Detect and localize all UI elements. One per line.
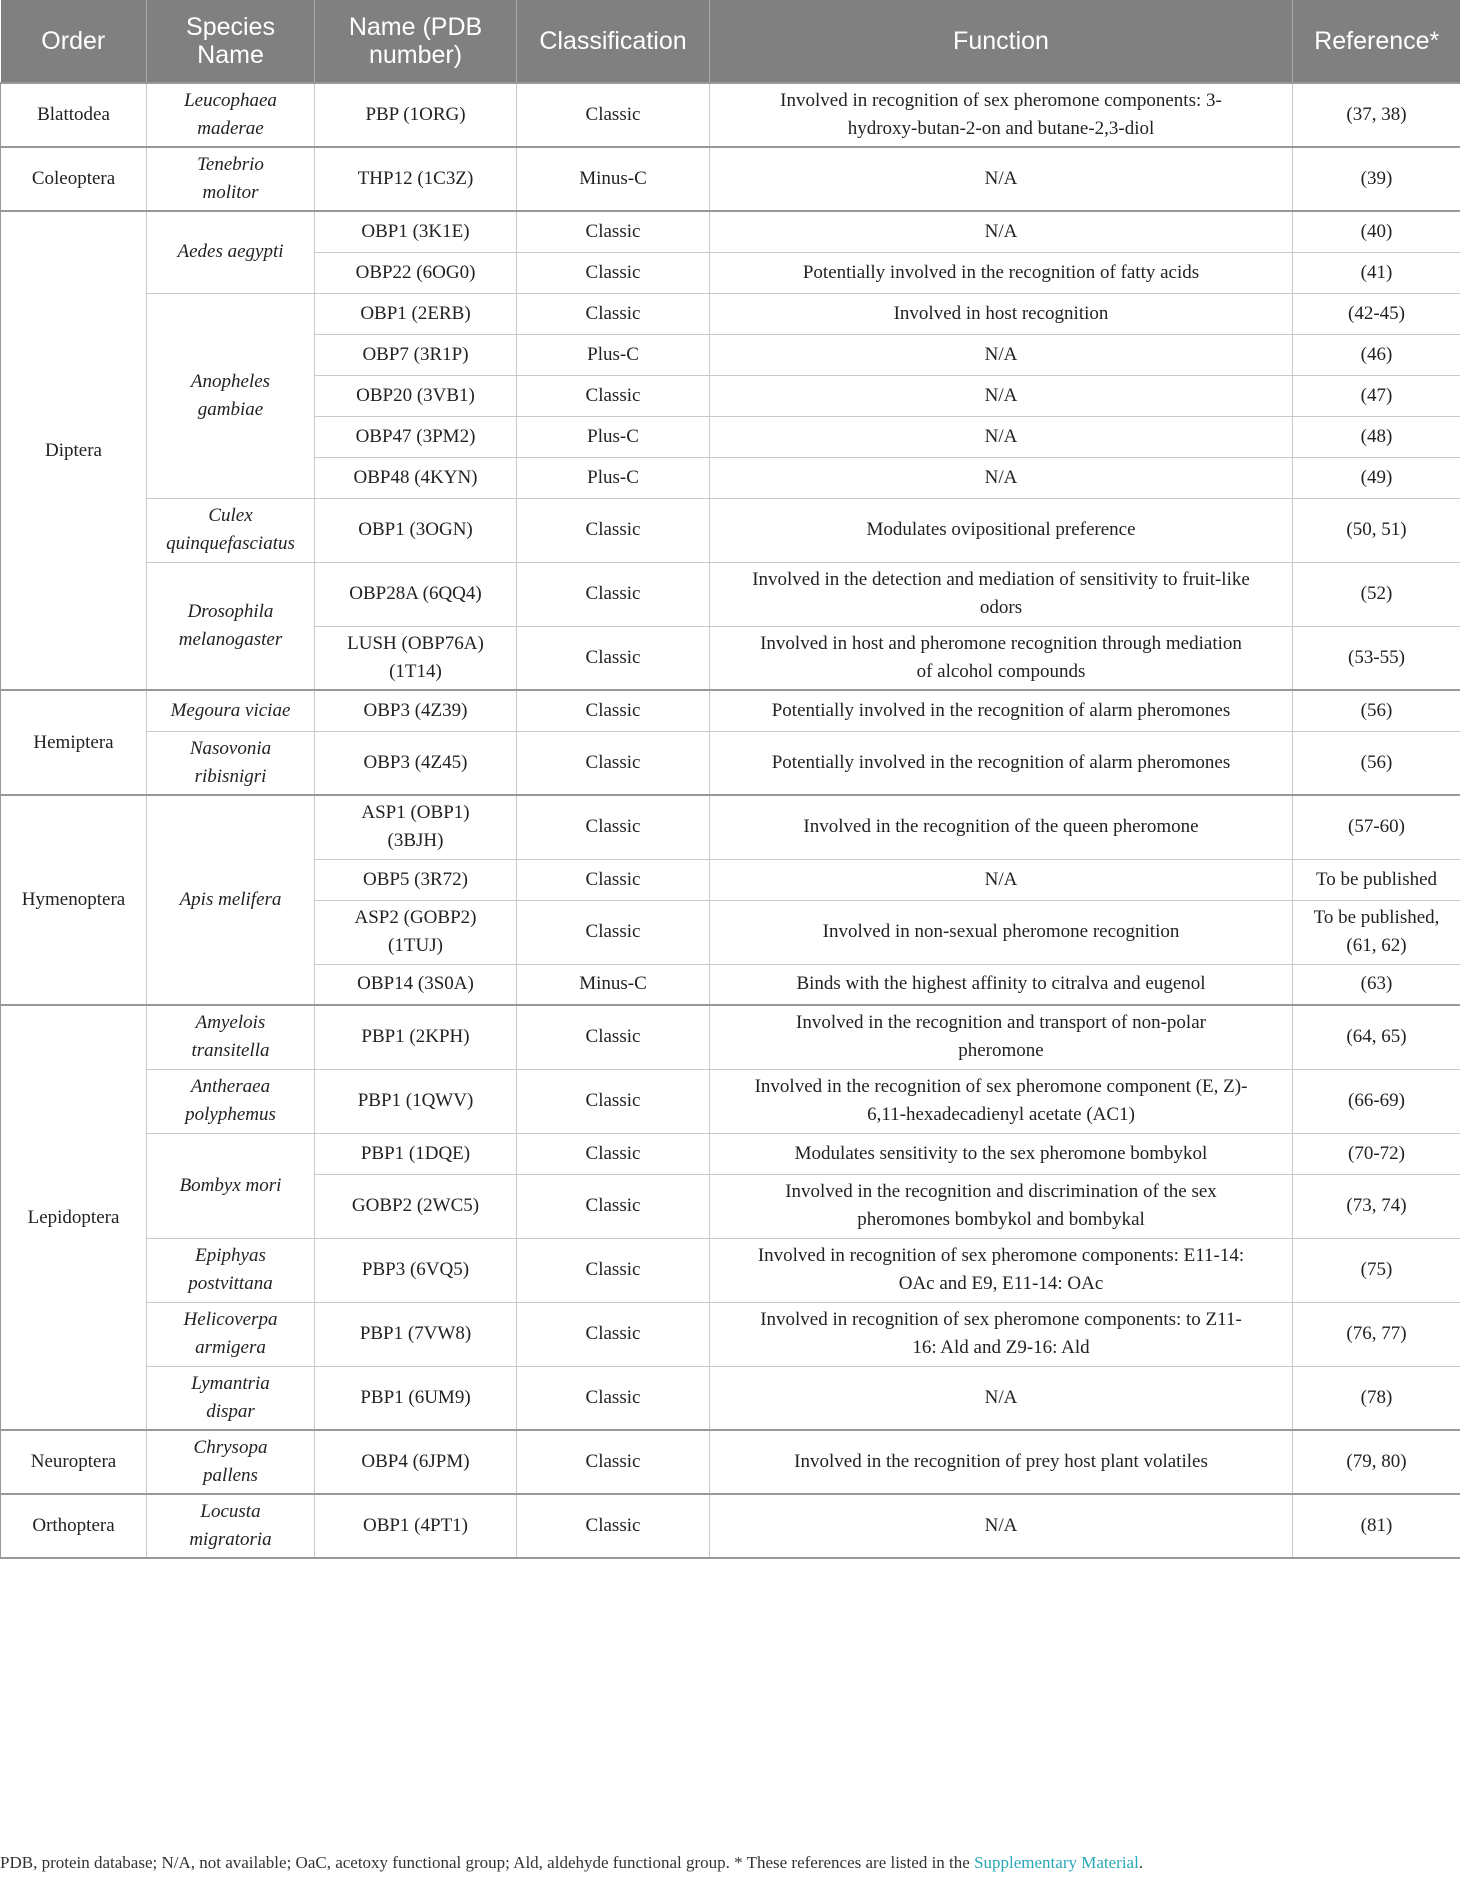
- reference-cell: (47): [1293, 375, 1460, 416]
- function-cell: Potentially involved in the recognition of fatty acids: [710, 252, 1293, 293]
- order-cell: Hymenoptera: [1, 795, 147, 1005]
- reference-cell: (37, 38): [1293, 83, 1460, 147]
- table-body: [1, 83, 1460, 1558]
- species-cell: Apis melifera: [147, 795, 315, 1005]
- header-reference: Reference*: [1293, 0, 1460, 83]
- species-cell: Nasovonia ribisnigri: [147, 731, 315, 795]
- classification-cell: Classic: [517, 1430, 710, 1494]
- function-cell: N/A: [710, 859, 1293, 900]
- species-cell: Chrysopa pallens: [147, 1430, 315, 1494]
- protein-name-cell: OBP1 (3OGN): [315, 498, 517, 562]
- header-species: Species Name: [147, 0, 315, 83]
- protein-name-cell: PBP1 (7VW8): [315, 1302, 517, 1366]
- protein-name-cell: ASP2 (GOBP2) (1TUJ): [315, 900, 517, 964]
- species-cell: Bombyx mori: [147, 1133, 315, 1238]
- function-cell: N/A: [710, 416, 1293, 457]
- protein-name-cell: OBP5 (3R72): [315, 859, 517, 900]
- classification-cell: Plus-C: [517, 457, 710, 498]
- species-cell: Aedes aegypti: [147, 211, 315, 293]
- reference-cell: (78): [1293, 1366, 1460, 1430]
- function-cell: Involved in recognition of sex pheromone components: to Z11- 16: Ald and Z9-16: Ald: [710, 1302, 1293, 1366]
- classification-cell: Classic: [517, 1366, 710, 1430]
- table-row: [1, 83, 1460, 147]
- protein-name-cell: OBP1 (4PT1): [315, 1494, 517, 1558]
- species-cell: Helicoverpa armigera: [147, 1302, 315, 1366]
- function-cell: Binds with the highest affinity to citralva and eugenol: [710, 964, 1293, 1005]
- header-name: Name (PDB number): [315, 0, 517, 83]
- classification-cell: Classic: [517, 1302, 710, 1366]
- function-cell: N/A: [710, 211, 1293, 252]
- protein-name-cell: OBP3 (4Z45): [315, 731, 517, 795]
- function-cell: N/A: [710, 1494, 1293, 1558]
- function-cell: Involved in the recognition and discrimination of the sex pheromones bombykol and bombykal: [710, 1174, 1293, 1238]
- reference-cell: (76, 77): [1293, 1302, 1460, 1366]
- reference-cell: (39): [1293, 147, 1460, 211]
- species-cell: Culex quinquefasciatus: [147, 498, 315, 562]
- protein-name-cell: PBP1 (2KPH): [315, 1005, 517, 1069]
- classification-cell: Classic: [517, 900, 710, 964]
- protein-name-cell: OBP47 (3PM2): [315, 416, 517, 457]
- classification-cell: Classic: [517, 498, 710, 562]
- species-cell: Leucophaea maderae: [147, 83, 315, 147]
- table-row: [1, 795, 1460, 859]
- protein-name-cell: LUSH (OBP76A) (1T14): [315, 626, 517, 690]
- protein-name-cell: OBP4 (6JPM): [315, 1430, 517, 1494]
- order-cell: Hemiptera: [1, 690, 147, 795]
- reference-cell: (64, 65): [1293, 1005, 1460, 1069]
- species-cell: Antheraea polyphemus: [147, 1069, 315, 1133]
- species-cell: Tenebrio molitor: [147, 147, 315, 211]
- reference-cell: (40): [1293, 211, 1460, 252]
- function-cell: Involved in the detection and mediation of sensitivity to fruit-like odors: [710, 562, 1293, 626]
- classification-cell: Classic: [517, 859, 710, 900]
- reference-cell: (49): [1293, 457, 1460, 498]
- species-cell: Epiphyas postvittana: [147, 1238, 315, 1302]
- reference-cell: (41): [1293, 252, 1460, 293]
- reference-cell: (46): [1293, 334, 1460, 375]
- reference-cell: (79, 80): [1293, 1430, 1460, 1494]
- reference-cell: (75): [1293, 1238, 1460, 1302]
- protein-name-cell: GOBP2 (2WC5): [315, 1174, 517, 1238]
- header-classification: Classification: [517, 0, 710, 83]
- protein-name-cell: THP12 (1C3Z): [315, 147, 517, 211]
- table-row: [1, 147, 1460, 211]
- reference-cell: (52): [1293, 562, 1460, 626]
- protein-name-cell: PBP (1ORG): [315, 83, 517, 147]
- species-cell: Drosophila melanogaster: [147, 562, 315, 690]
- classification-cell: Plus-C: [517, 416, 710, 457]
- table-row: [1, 1238, 1460, 1302]
- protein-name-cell: PBP3 (6VQ5): [315, 1238, 517, 1302]
- species-cell: Locusta migratoria: [147, 1494, 315, 1558]
- species-cell: Megoura viciae: [147, 690, 315, 731]
- protein-name-cell: OBP1 (2ERB): [315, 293, 517, 334]
- classification-cell: Classic: [517, 1174, 710, 1238]
- reference-cell: (73, 74): [1293, 1174, 1460, 1238]
- classification-cell: Classic: [517, 1069, 710, 1133]
- classification-cell: Minus-C: [517, 147, 710, 211]
- table-row: [1, 731, 1460, 795]
- table-row: [1, 498, 1460, 562]
- function-cell: Involved in recognition of sex pheromone components: 3- hydroxy-butan-2-on and butane-2,3-diol: [710, 83, 1293, 147]
- function-cell: Involved in recognition of sex pheromone components: E11-14: OAc and E9, E11-14: OAc: [710, 1238, 1293, 1302]
- order-cell: Coleoptera: [1, 147, 147, 211]
- classification-cell: Classic: [517, 795, 710, 859]
- function-cell: Modulates sensitivity to the sex pheromone bombykol: [710, 1133, 1293, 1174]
- table-row: [1, 1430, 1460, 1494]
- classification-cell: Classic: [517, 83, 710, 147]
- footnote-text: PDB, protein database; N/A, not available; OaC, acetoxy functional group; Ald, aldehyde functional group. * These references are listed in the: [0, 1853, 975, 1872]
- species-cell: Amyelois transitella: [147, 1005, 315, 1069]
- classification-cell: Classic: [517, 626, 710, 690]
- order-cell: Neuroptera: [1, 1430, 147, 1494]
- protein-name-cell: PBP1 (6UM9): [315, 1366, 517, 1430]
- protein-name-cell: PBP1 (1QWV): [315, 1069, 517, 1133]
- classification-cell: Classic: [517, 375, 710, 416]
- table-row: [1, 1366, 1460, 1430]
- function-cell: Involved in non-sexual pheromone recognition: [710, 900, 1293, 964]
- header-function: Function: [710, 0, 1293, 83]
- reference-cell: (70-72): [1293, 1133, 1460, 1174]
- function-cell: Involved in host recognition: [710, 293, 1293, 334]
- header-order: Order: [1, 0, 147, 83]
- protein-name-cell: OBP20 (3VB1): [315, 375, 517, 416]
- table-row: [1, 211, 1460, 252]
- table-footnote: [0, 1852, 1460, 1874]
- classification-cell: Classic: [517, 562, 710, 626]
- header-row: [1, 0, 1460, 83]
- reference-cell: (50, 51): [1293, 498, 1460, 562]
- function-cell: N/A: [710, 334, 1293, 375]
- species-cell: Anopheles gambiae: [147, 293, 315, 498]
- protein-name-cell: ASP1 (OBP1) (3BJH): [315, 795, 517, 859]
- function-cell: Involved in the recognition of prey host plant volatiles: [710, 1430, 1293, 1494]
- function-cell: Potentially involved in the recognition of alarm pheromones: [710, 690, 1293, 731]
- classification-cell: Classic: [517, 1005, 710, 1069]
- classification-cell: Minus-C: [517, 964, 710, 1005]
- reference-cell: (48): [1293, 416, 1460, 457]
- function-cell: N/A: [710, 457, 1293, 498]
- table-row: [1, 1494, 1460, 1558]
- function-cell: Involved in the recognition and transport of non-polar pheromone: [710, 1005, 1293, 1069]
- table-row: [1, 1302, 1460, 1366]
- reference-cell: (53-55): [1293, 626, 1460, 690]
- supplementary-material-link[interactable]: Supplementary Material: [974, 1853, 1139, 1872]
- reference-cell: (57-60): [1293, 795, 1460, 859]
- classification-cell: Classic: [517, 211, 710, 252]
- classification-cell: Classic: [517, 731, 710, 795]
- function-cell: Potentially involved in the recognition of alarm pheromones: [710, 731, 1293, 795]
- function-cell: Involved in the recognition of the queen pheromone: [710, 795, 1293, 859]
- protein-name-cell: PBP1 (1DQE): [315, 1133, 517, 1174]
- table-row: [1, 1005, 1460, 1069]
- reference-cell: (42-45): [1293, 293, 1460, 334]
- order-cell: Lepidoptera: [1, 1005, 147, 1430]
- function-cell: Involved in the recognition of sex pheromone component (E, Z)- 6,11-hexadecadienyl acetate (AC1): [710, 1069, 1293, 1133]
- table-row: [1, 562, 1460, 626]
- reference-cell: (56): [1293, 731, 1460, 795]
- order-cell: Diptera: [1, 211, 147, 690]
- function-cell: Involved in host and pheromone recognition through mediation of alcohol compounds: [710, 626, 1293, 690]
- reference-cell: (66-69): [1293, 1069, 1460, 1133]
- reference-cell: (56): [1293, 690, 1460, 731]
- classification-cell: Plus-C: [517, 334, 710, 375]
- reference-cell: To be published: [1293, 859, 1460, 900]
- reference-cell: (81): [1293, 1494, 1460, 1558]
- table-row: [1, 1069, 1460, 1133]
- species-cell: Lymantria dispar: [147, 1366, 315, 1430]
- reference-cell: To be published, (61, 62): [1293, 900, 1460, 964]
- order-cell: Orthoptera: [1, 1494, 147, 1558]
- function-cell: N/A: [710, 375, 1293, 416]
- classification-cell: Classic: [517, 690, 710, 731]
- footnote-end: .: [1138, 1853, 1144, 1872]
- order-cell: Blattodea: [1, 83, 147, 147]
- classification-cell: Classic: [517, 1133, 710, 1174]
- function-cell: N/A: [710, 1366, 1293, 1430]
- table-row: [1, 293, 1460, 334]
- protein-name-cell: OBP48 (4KYN): [315, 457, 517, 498]
- reference-cell: (63): [1293, 964, 1460, 1005]
- table-row: [1, 690, 1460, 731]
- table-row: [1, 1133, 1460, 1174]
- classification-cell: Classic: [517, 1494, 710, 1558]
- protein-name-cell: OBP14 (3S0A): [315, 964, 517, 1005]
- function-cell: N/A: [710, 147, 1293, 211]
- protein-name-cell: OBP7 (3R1P): [315, 334, 517, 375]
- protein-name-cell: OBP28A (6QQ4): [315, 562, 517, 626]
- protein-name-cell: OBP22 (6OG0): [315, 252, 517, 293]
- protein-name-cell: OBP3 (4Z39): [315, 690, 517, 731]
- function-cell: Modulates ovipositional preference: [710, 498, 1293, 562]
- classification-cell: Classic: [517, 1238, 710, 1302]
- classification-cell: Classic: [517, 252, 710, 293]
- classification-cell: Classic: [517, 293, 710, 334]
- protein-name-cell: OBP1 (3K1E): [315, 211, 517, 252]
